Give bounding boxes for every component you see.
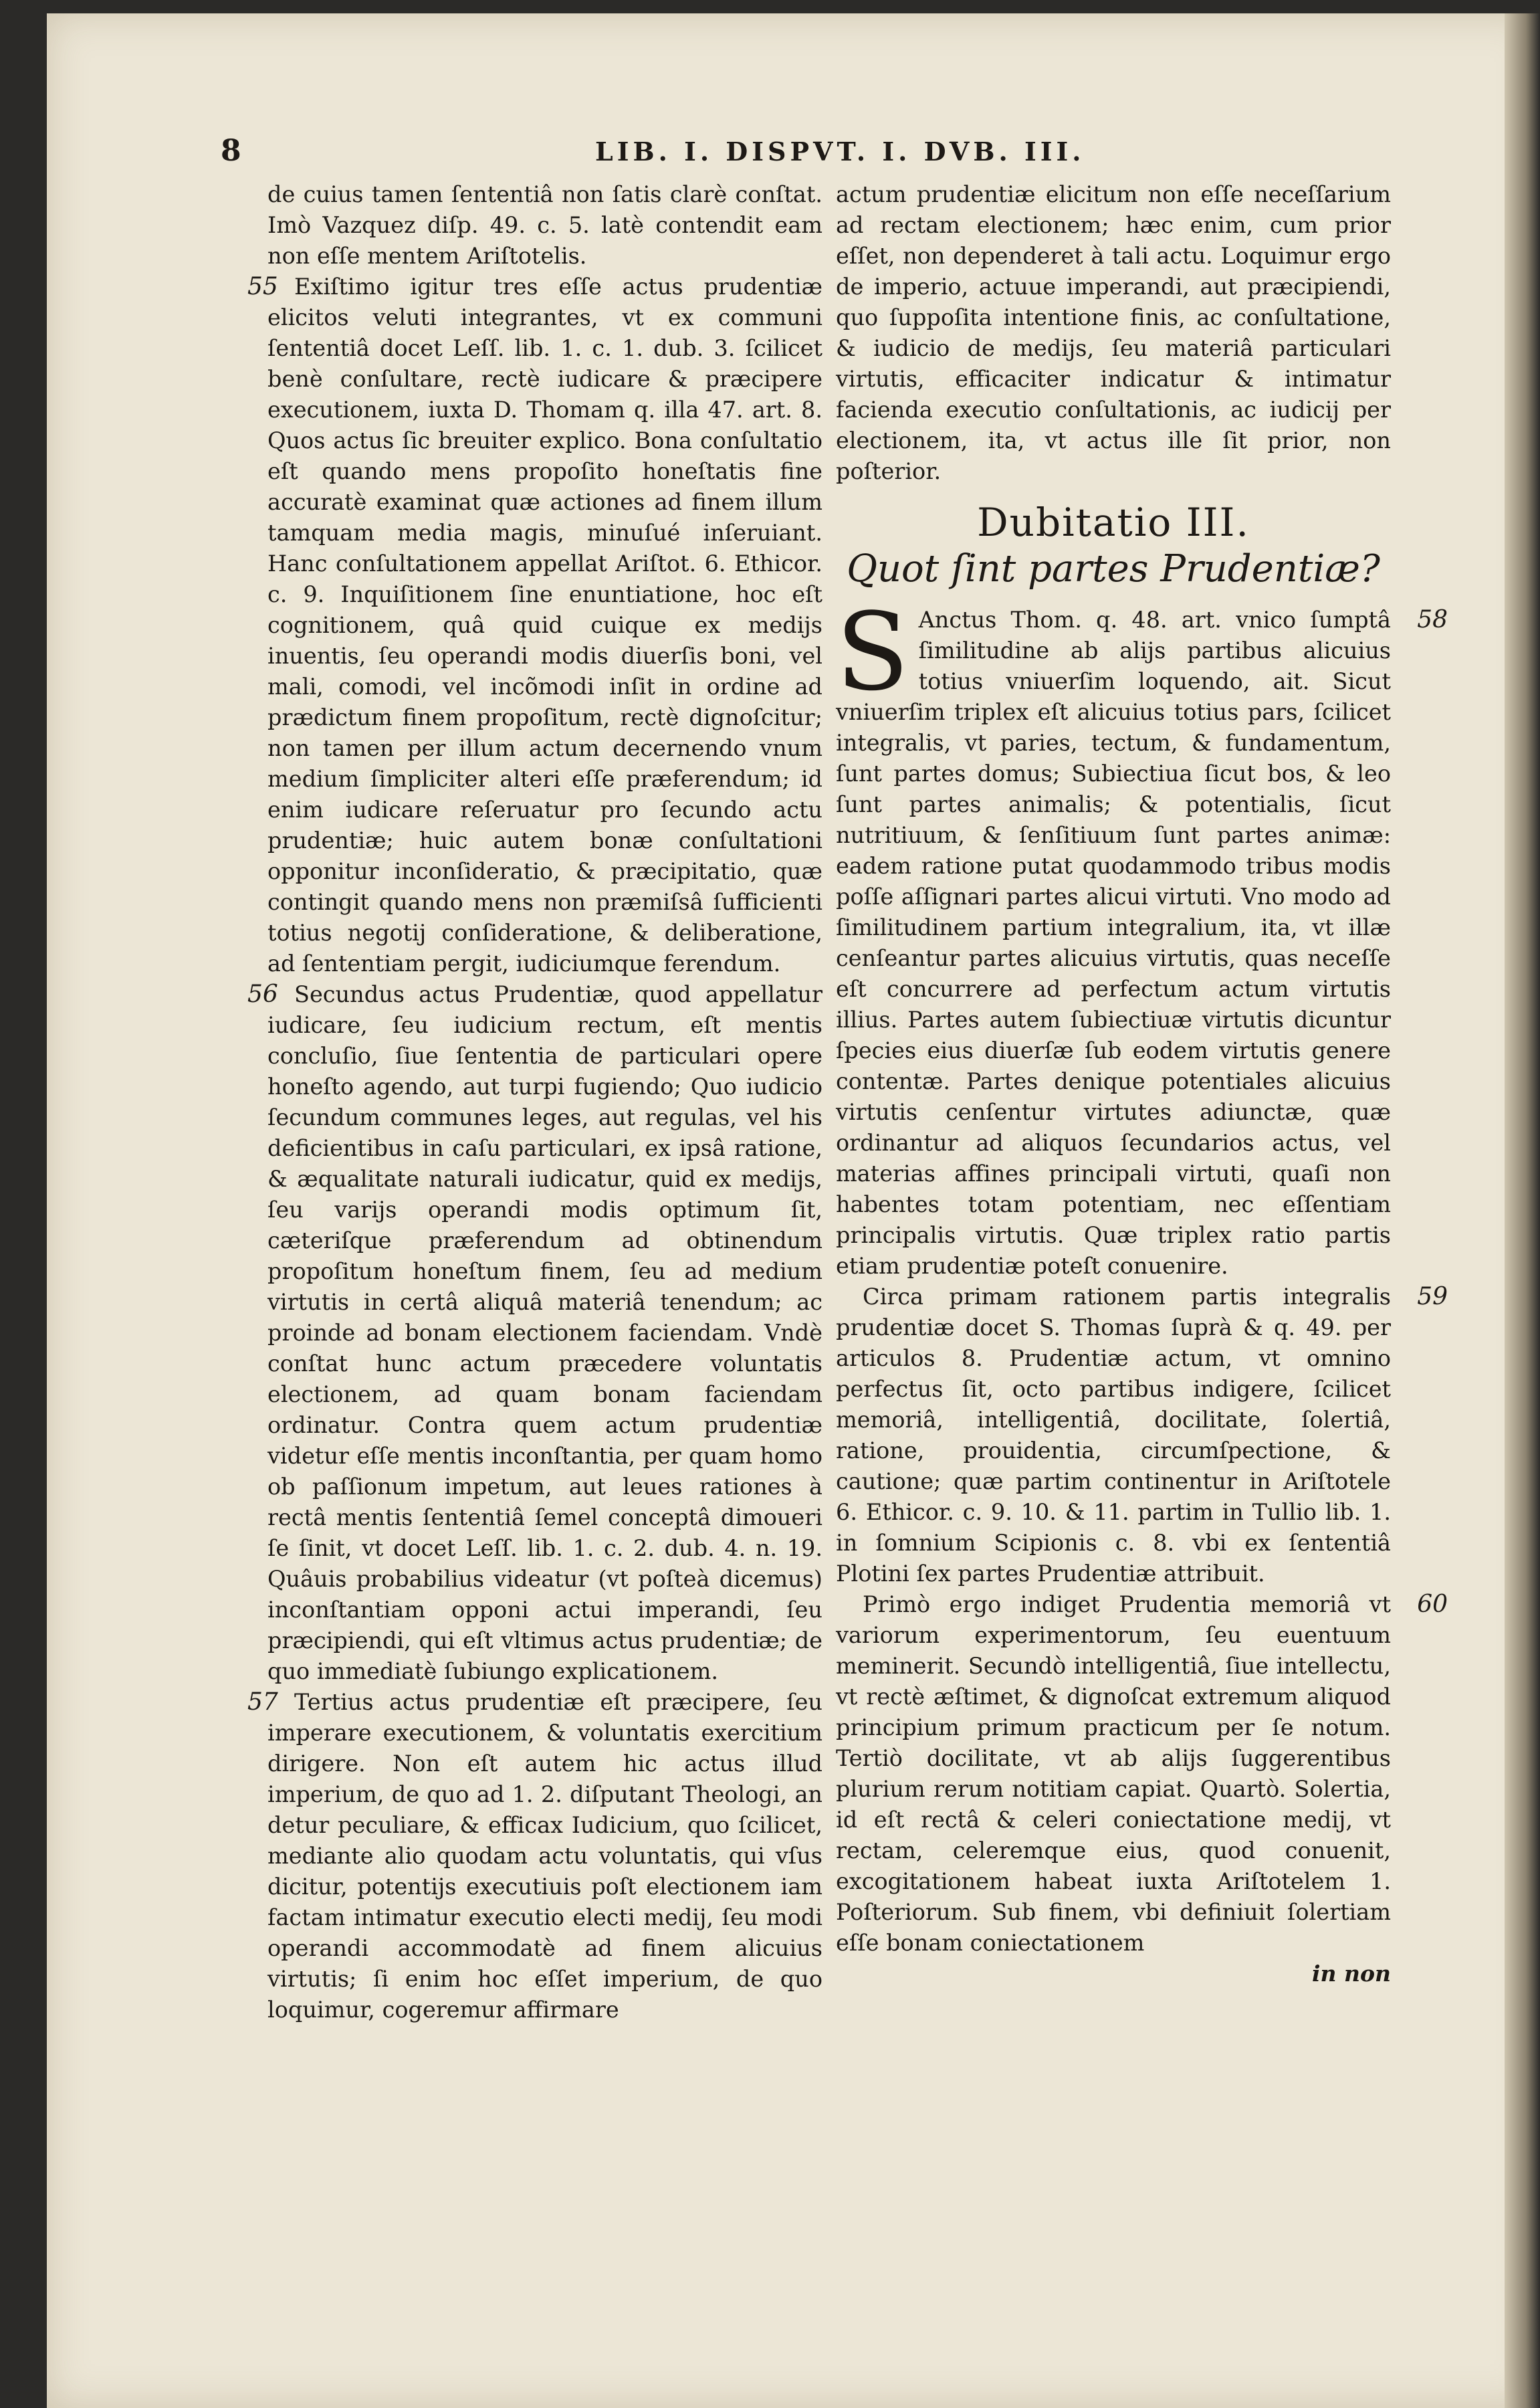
margin-number: 60 [1417,1591,1448,1618]
paragraph-text: Secundus actus Prudentiæ, quod appellatur iudicare, ſeu iudicium rectum, eſt mentis concluſio, ſiue ſententia de particulari opere honeſto agendo, aut turpi fugiendo; Quo iudicio ſecundum communes leges, aut regulas, vel his deficientibus in caſu particulari, ex ipsâ ratione, & æqualitate naturali iudicatur, quid ex medijs, ſeu varijs operandi modis optimum ſit, cæteriſque præferendum ad obtinendum propoſitum honeſtum finem, ſeu ad medium virtutis in certâ aliquâ materiâ tenendum; ac proinde ad bonam electionem faciendam. Vndè conſtat hunc actum præcedere voluntatis electionem, ad quam bonam faciendam ordinatur. Contra quem actum prudentiæ videtur eſſe mentis inconſtantia, per quam homo ob paſſionum impetum, aut leues rationes à rectâ mentis ſententiâ ſemel conceptâ dimoueri ſe ſinit, vt docet Leſſ. lib. 1. c. 2. dub. 4. n. 19. Quâuis probabilius videatur (vt poſteà dicemus) inconſtantiam opponi actui imperandi, ſeu præcipiendi, qui eſt vltimus actus prudentiæ; de quo immediatè ſubiungo explicationem. [267,981,822,1684]
paragraph [247,979,822,1687]
paragraph [836,1282,1448,1589]
right-column [836,179,1448,1989]
margin-number: 59 [1417,1283,1448,1310]
paragraph [836,589,1448,1282]
paragraph [836,1589,1448,1959]
page-header [221,134,1411,174]
margin-number: 58 [1417,606,1448,633]
paragraph [247,272,822,979]
margin-number: 57 [247,1688,278,1716]
margin-number: 55 [247,273,278,300]
page-edge [1505,13,1540,2408]
paragraph-text: de cuius tamen ſententiâ non ſatis clarè conſtat. Imò Vazquez diſp. 49. c. 5. latè contendit eam non eſſe mentem Ariſtotelis. [267,181,822,269]
paragraph-text: Exiſtimo igitur tres eſſe actus prudentiæ elicitos veluti integrantes, vt ex communi ſententiâ docet Leſſ. lib. 1. c. 1. dub. 3. ſcilicet benè conſultare, rectè iudicare & præcipere executionem, iuxta D. Thomam q. illa 47. art. 8. Quos actus ſic breuiter explico. Bona conſultatio eſt quando mens propoſito honeſtatis fine accuratè examinat quæ actiones ad finem illum tamquam media magis, minuſué inſeruiant. Hanc conſultationem appellat Ariſtot. 6. Ethicor. c. 9. Inquiſitionem ſine enuntiatione, hoc eſt cognitionem, quâ quid cuique ex medijs inuentis, ſeu operandi modis diuerſis boni, vel mali, comodi, vel incõmodi inſit in ordine ad prædictum finem propoſitum, rectè dignoſcitur; non tamen per illum actum decernendo vnum medium ſimpliciter alteri eſſe præferendum; id enim iudicare reſeruatur pro ſecundo actu prudentiæ; huic autem bonæ conſultationi opponitur inconſideratio, & præcipitatio, quæ contingit quando mens non præmiſsâ ſufficienti totius negotij conſideratione, & deliberatione, ad ſententiam pergit, iudiciumque ferendum. [267,274,822,977]
margin-number: 56 [247,981,278,1008]
paragraph-text: Tertius actus prudentiæ eſt præcipere, ſeu imperare executionem, & voluntatis exercitium dirigere. Non eſt autem hic actus illud imperium, de quo ad 1. 2. diſputant Theologi, an detur peculiare, & efficax Iudicium, quo ſcilicet, mediante alio quodam actu voluntatis, qui vſus dicitur, potentijs executiuis poſt electionem iam factam intimatur executio electi medij, ſeu modi operandi accommodatè ad finem alicuius virtutis; ſi enim hoc eſſet imperium, de quo loquimur, cogeremur affirmare [267,1689,822,2023]
page-number: 8 [221,134,241,168]
section-title: Dubitatio III. [977,500,1250,545]
catchword: in non [1311,1961,1391,1987]
paragraph [247,1687,822,2025]
intro-text: actum prudentiæ elicitum non eſſe neceſſarium ad rectam electionem; hæc enim, cum prior eſſet, non dependeret à tali actu. Loquimur ergo de imperio, actuue imperandi, aut præcipiendi, quo ſuppoſita intentione finis, ac conſultatione, & iudicio de medijs, ſeu materiâ particulari virtutis, efficaciter indicatur & intimatur facienda executio conſultationis, ac iudicij per electionem, ita, vt actus ille ſit prior, non poſterior. [836,181,1391,484]
paragraph-text: Primò ergo indiget Prudentia memoriâ vt variorum experimentorum, ſeu euentuum meminerit. Secundò intelligentiâ, ſiue intellectu, vt rectè æſtimet, & dignoſcat extremum aliquod principium primum practicum per ſe notum. Tertiò docilitate, vt ab alijs ſuggerentibus plurium rerum notitiam capiat. Quartò. Solertia, id eſt rectâ & celeri coniectatione medij, vt rectam, celeremque eius, quod conuenit, excogitationem habeat iuxta Ariſtotelem 1. Poſteriorum. Sub finem, vbi definiuit ſolertiam eſſe bonam coniectationem [836,1591,1391,1956]
paragraph-text: Circa primam rationem partis integralis prudentiæ docet S. Thomas ſuprà & q. 49. per articulos 8. Prudentiæ actum, vt omnino perfectus ſit, octo partibus indigere, ſcilicet memoriâ, intelligentiâ, docilitate, ſolertiâ, ratione, prouidentia, circumſpectione, & cautione; quæ partim continentur in Ariſtotele 6. Ethicor. c. 9. 10. & 11. partim in Tullio lib. 1. in ſomnium Scipionis c. 8. vbi ex ſententiâ Plotini ſex partes Prudentiæ attribuit. [836,1284,1391,1587]
running-head: LIB. I. DISPVT. I. DVB. III. [595,136,1085,167]
drop-cap: S [836,589,909,714]
paragraph [267,179,822,272]
paragraph-text: Anctus Thom. q. 48. art. vnico ſumptâ ſimilitudine ab alijs partibus alicuius totius vniuerſim loquendo, ait. Sicut vniuerſim triplex eſt alicuius totius pars, ſcilicet integralis, vt paries, tectum, & fundamentum, ſunt partes domus; Subiectiua ſicut bos, & leo ſunt partes animalis; & potentialis, ſicut nutritiuum, & ſenſitiuum ſunt partes animæ: eadem ratione putat quodammodo tribus modis poſſe aſſignari partes alicui virtuti. Vno modo ad ſimilitudinem partium integralium, ita, vt illæ cenſeantur partes alicuius virtutis, quas neceſſe eſt concurrere ad perfectum actum virtutis illius. Partes autem ſubiectiuæ virtutis dicuntur ſpecies eius diuerſæ ſub eodem virtutis genere contentæ. Partes denique potentiales alicuius virtutis cenſentur virtutes adiunctæ, quæ ordinantur ad aliquos ſecundarios actus, vel materias affines principali virtuti, quaſi non habentes totam potentiam, nec eſſentiam principalis virtutis. Quæ triplex ratio partis etiam prudentiæ poteſt conuenire. [836,607,1391,1279]
left-column [247,179,822,2025]
section-question: Quot ſint partes Prudentiæ? [847,547,1380,591]
